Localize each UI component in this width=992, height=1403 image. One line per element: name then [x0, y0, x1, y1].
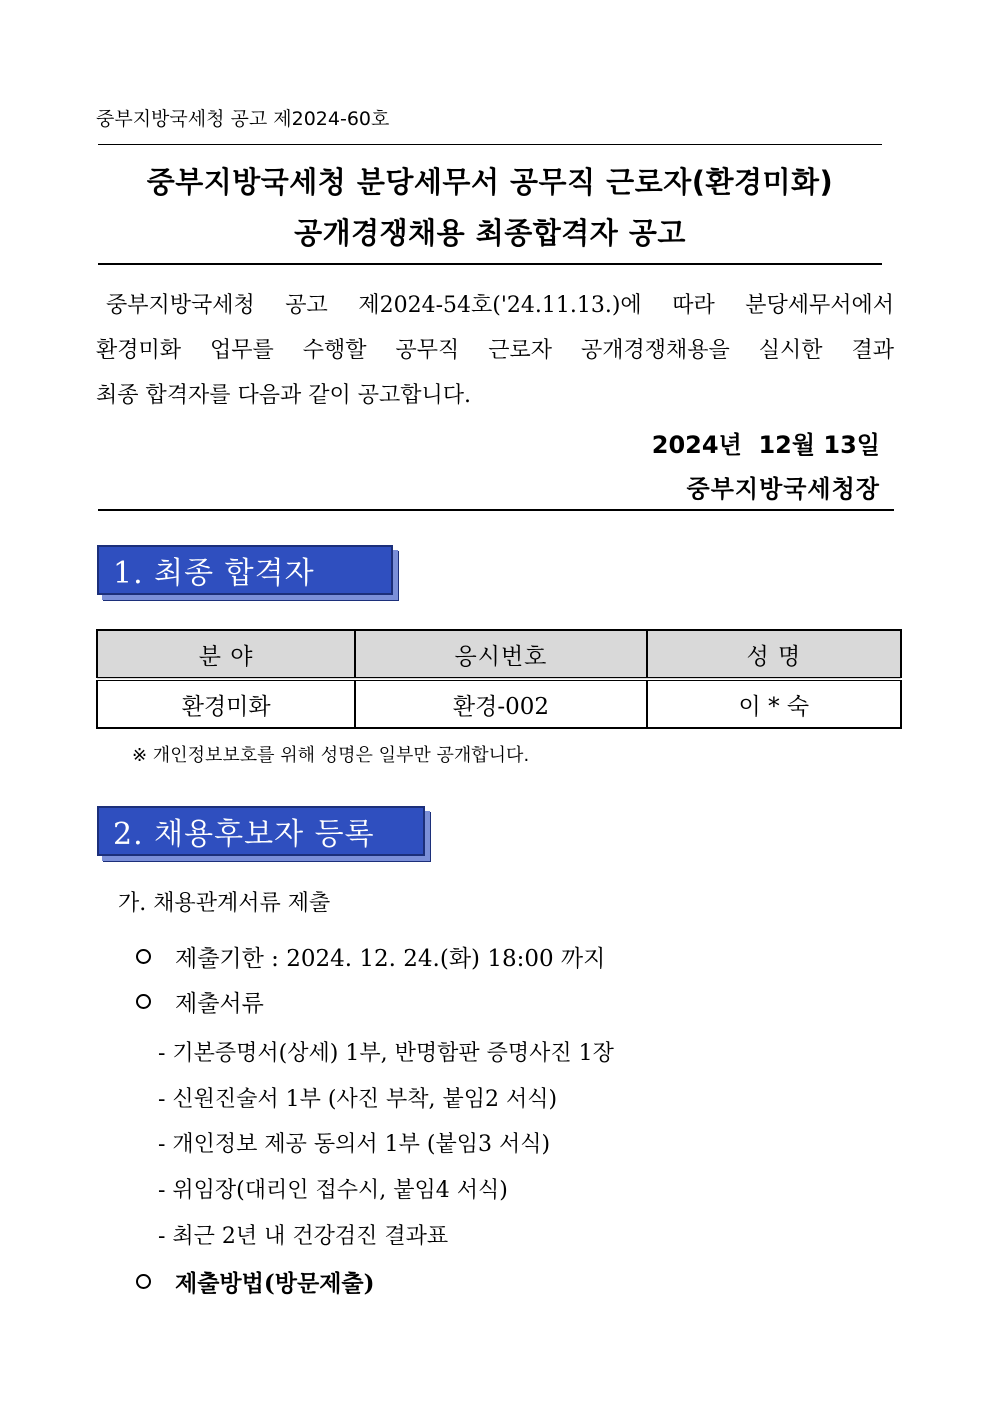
- header-exam-number: 응시번호: [355, 630, 646, 679]
- section2-heading: 2. 채용후보자 등록: [97, 806, 425, 856]
- circle-bullet-icon: [136, 994, 151, 1009]
- circle-bullet-icon: [136, 1274, 151, 1289]
- issuer-name: 중부지방국세청장: [686, 475, 880, 503]
- table-header-row: [97, 630, 901, 679]
- circle-bullet-icon: [136, 949, 151, 964]
- document-item: - 신원진술서 1부 (사진 부착, 붙임2 서식): [158, 1087, 558, 1112]
- document-item: - 위임장(대리인 접수시, 붙임4 서식): [158, 1178, 508, 1203]
- cell-name: 이 * 숙: [647, 679, 901, 728]
- intro-line: 중부지방국세청 공고 제2024-54호('24.11.13.)에 따라 분당세무서에서: [106, 293, 894, 318]
- deadline-item: [136, 940, 605, 973]
- signature-rule: [98, 509, 894, 511]
- page-title-line2: 공개경쟁채용 최종합격자 공고: [294, 216, 686, 250]
- title-rule: [98, 263, 882, 265]
- method-label: 제출방법(방문제출): [175, 1270, 375, 1297]
- notice-number: 중부지방국세청 공고 제2024-60호: [96, 108, 390, 130]
- deadline-text: 제출기한 : 2024. 12. 24.(화) 18:00 까지: [175, 946, 606, 972]
- notice-date: 2024년 12월 13일: [651, 431, 880, 459]
- document-item: - 최근 2년 내 건강검진 결과표: [158, 1224, 449, 1249]
- intro-line: 최종 합격자를 다음과 같이 공고합니다.: [96, 383, 471, 408]
- documents-item: [136, 985, 264, 1018]
- privacy-note: ※ 개인정보보호를 위해 성명은 일부만 공개합니다.: [132, 745, 530, 766]
- documents-label: 제출서류: [175, 991, 264, 1017]
- cell-field: 환경미화: [97, 679, 355, 728]
- table-row: [97, 679, 901, 728]
- result-table: [96, 629, 902, 729]
- section1-heading: 1. 최종 합격자: [97, 545, 393, 595]
- document-item: - 개인정보 제공 동의서 1부 (붙임3 서식): [158, 1132, 551, 1157]
- intro-line: 환경미화 업무를 수행할 공무직 근로자 공개경쟁채용을 실시한 결과: [96, 338, 894, 363]
- cell-exam-number: 환경-002: [355, 679, 646, 728]
- header-field: 분 야: [97, 630, 355, 679]
- intro-paragraph: [96, 283, 894, 418]
- document-item: - 기본증명서(상세) 1부, 반명함판 증명사진 1장: [158, 1041, 614, 1066]
- top-rule: [98, 144, 882, 145]
- page-title-line1: 중부지방국세청 분당세무서 공무직 근로자(환경미화): [146, 165, 834, 199]
- method-item: [136, 1265, 375, 1298]
- sub-heading: 가. 채용관계서류 제출: [118, 891, 331, 916]
- header-name: 성 명: [647, 630, 901, 679]
